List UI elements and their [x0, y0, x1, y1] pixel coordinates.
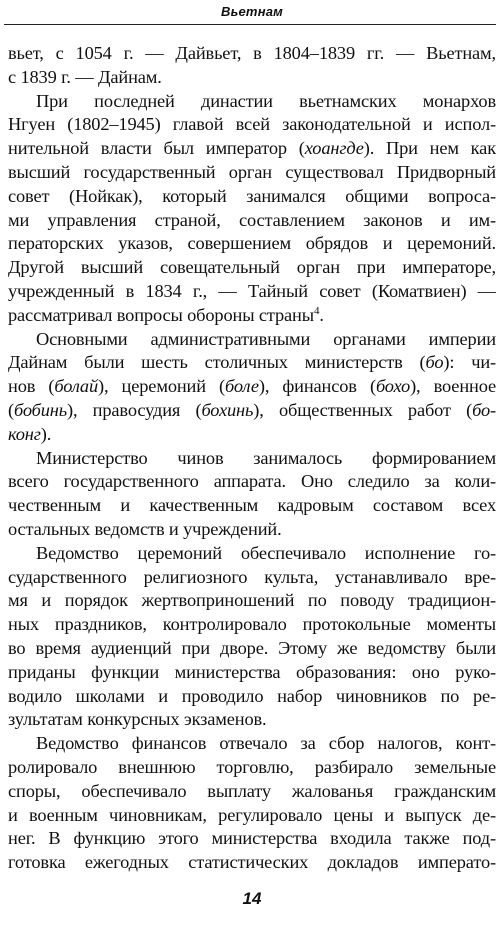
text-line: чественным и качественным кадровым составом всех [8, 495, 496, 516]
text-line: При последней династии вьетнамских монархов [36, 90, 496, 111]
footnote-marker: 4 [313, 304, 320, 317]
text-line: мя и порядок жертвоприношений по поводу традицион- [8, 590, 496, 611]
text-line: Нгуен (1802–1945) главой всей законодательной и испол- [8, 114, 496, 135]
text-line: нов (болай), церемоний (боле), финансов (бохо), военное [8, 376, 496, 397]
text-line: водило школами и проводило набор чиновников по ре- [8, 685, 496, 706]
text-line: Другой высший совещательный орган при императоре, [8, 257, 496, 278]
text-line: Дайнам были шесть столичных министерств (бо): чи- [8, 352, 496, 373]
text-line: рассматривал вопросы обороны страны$^4$. [8, 304, 324, 325]
body-text [8, 42, 496, 875]
text-line: и военным чиновникам, регулировало цены и выпуск де- [8, 804, 496, 825]
text-line: Основными административными органами империи [36, 328, 496, 349]
text-line: (бобинь), правосудия (бохинь), общественных работ (бо- [8, 399, 496, 420]
text-line: Министерство чинов занималось формированием [36, 447, 496, 468]
text-line: с 1839 г. — Дайнам. [8, 66, 162, 87]
text-line: сударственного религиозного культа, устанавливало вре- [8, 566, 496, 587]
text-line: остальных ведомств и учреждений. [8, 518, 282, 539]
text-line: ных праздников, контролировало протокольные моменты [8, 614, 496, 635]
text-line: совет (Нойкак), который занимался общими вопроса- [8, 185, 496, 206]
text-line: во время аудиенций при дворе. Этому же ведомству были [8, 637, 496, 658]
text-line: высший государственный орган существовал Придворный [8, 161, 496, 182]
header-rule [4, 24, 496, 25]
text-line: ператорских указов, совершением обрядов и церемоний. [8, 233, 496, 254]
text-line: вьет, с 1054 г. — Дайвьет, в 1804–1839 гг. — Вьетнам, [8, 43, 496, 63]
text-line: ми управления страной, составлением законов и им- [8, 209, 496, 230]
text-line: готовка ежегодных статистических докладов императо- [8, 852, 496, 873]
text-line: зультатам конкурсных экзаменов. [8, 709, 267, 730]
text-line: нег. В функцию этого министерства входила также под- [8, 828, 496, 849]
text-line: конг). [8, 423, 52, 444]
text-line: учрежденный в 1834 г., — Тайный совет (Коматвиен) — [8, 280, 496, 301]
text-line: ролировало внешнюю торговлю, разбирало земельные [8, 756, 496, 777]
text-line: всего государственного аппарата. Оно следило за коли- [8, 471, 496, 492]
text-line: нительной власти был император (хоангде). При нем как [8, 138, 496, 159]
page-number: 14 [242, 889, 262, 908]
text-line: споры, обеспечивало выплату жалованья гражданским [8, 780, 496, 801]
text-line: Ведомство церемоний обеспечивало исполнение го- [36, 542, 496, 563]
text-line: приданы функции министерства образования: оно руко- [8, 661, 496, 682]
text-line: Ведомство финансов отвечало за сбор налогов, конт- [36, 733, 496, 754]
running-head: Вьетнам [221, 4, 283, 19]
